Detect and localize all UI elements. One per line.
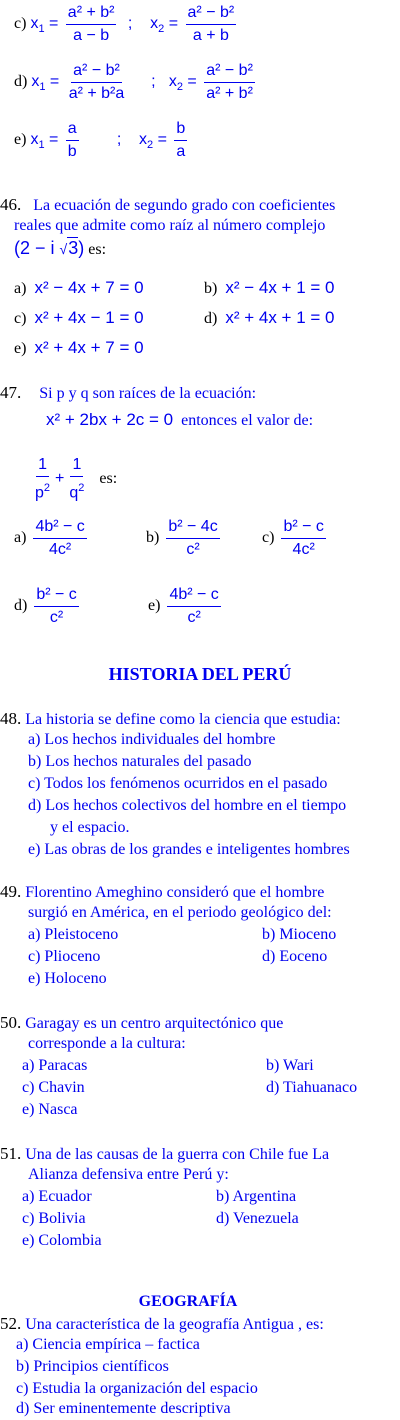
q46-option-e bbox=[14, 338, 144, 358]
q50-option-e: e) Nasca bbox=[22, 1101, 78, 1118]
q49-option-b: b) Mioceno bbox=[262, 926, 337, 943]
q46-option-c bbox=[14, 308, 144, 328]
q48-option-c: c) Todos los fenómenos ocurridos en el pasado bbox=[28, 775, 328, 792]
question-number: 51. bbox=[0, 1144, 22, 1163]
q45-option-c bbox=[14, 4, 239, 45]
question-number: 46. bbox=[0, 195, 22, 214]
q51-option-c: c) Bolivia bbox=[22, 1210, 86, 1227]
option-label: c) bbox=[14, 310, 27, 327]
q47-option-b bbox=[146, 518, 223, 559]
x1-fraction bbox=[67, 62, 127, 103]
x2-denominator: a² + b² bbox=[206, 85, 253, 102]
option-equation: x² + 4x + 7 = 0 bbox=[34, 338, 144, 357]
denominator: $p^2$ bbox=[35, 482, 51, 502]
q49-option-d: d) Eoceno bbox=[262, 948, 328, 965]
question-text: Una característica de la geografía Antigua , es: bbox=[25, 1316, 324, 1333]
question-number: 52. bbox=[0, 1314, 22, 1333]
option-fraction bbox=[33, 518, 86, 559]
q49-option-c: c) Plioceno bbox=[28, 948, 101, 965]
x2-fraction bbox=[186, 4, 237, 45]
x2-fraction bbox=[204, 62, 255, 103]
option-label: b) bbox=[204, 280, 218, 297]
q50-option-c: c) Chavin bbox=[22, 1079, 85, 1096]
separator: ; $x_2$ = bbox=[133, 73, 202, 94]
denominator: c² bbox=[187, 609, 201, 626]
q49-option-e: e) Holoceno bbox=[28, 970, 107, 987]
q52-option-c: c) Estudia la organización del espacio bbox=[16, 1380, 258, 1397]
q47-equation-line bbox=[46, 410, 313, 430]
option-fraction bbox=[167, 586, 220, 627]
complex-number: (2 − i √3) bbox=[14, 238, 85, 258]
option-fraction bbox=[166, 518, 219, 559]
question-number: 48. bbox=[0, 709, 22, 728]
section-heading-geografia: GEOGRAFÍA bbox=[138, 1293, 238, 1310]
option-label: c) bbox=[262, 529, 275, 547]
x1-denominator: a − b bbox=[73, 27, 110, 44]
option-label: e) bbox=[14, 340, 27, 357]
x1-fraction bbox=[66, 4, 117, 45]
x1-fraction bbox=[66, 120, 79, 161]
option-equation: x² + 4x + 1 = 0 bbox=[225, 308, 335, 327]
numerator: b² − 4c bbox=[166, 518, 219, 539]
option-fraction bbox=[281, 518, 325, 559]
q48-option-e: e) Las obras de los grandes e inteligentes hombres bbox=[28, 841, 350, 858]
option-fraction bbox=[34, 586, 78, 627]
q52-stem bbox=[0, 1314, 324, 1334]
option-equation: x² − 4x + 1 = 0 bbox=[225, 278, 335, 297]
q51-option-e: e) Colombia bbox=[22, 1232, 102, 1249]
x2-numerator: a² − b² bbox=[204, 62, 255, 83]
q47-option-c bbox=[262, 518, 329, 559]
q48-stem bbox=[0, 709, 341, 729]
q50-option-a: a) Paracas bbox=[22, 1057, 88, 1074]
denominator: $q^2$ bbox=[69, 482, 85, 502]
q50-line1 bbox=[0, 1013, 283, 1033]
question-text: La ecuación de segundo grado con coeficientes bbox=[33, 197, 336, 214]
q49-line2: surgió en América, en el periodo geológico del: bbox=[28, 904, 332, 921]
x1-numerator: a bbox=[66, 120, 79, 141]
q48-option-a: a) Los hechos individuales del hombre bbox=[28, 731, 276, 748]
numerator: 4b² − c bbox=[33, 518, 86, 539]
q46-complex-root bbox=[14, 238, 106, 259]
option-label: c) bbox=[14, 15, 27, 33]
option-label: a) bbox=[14, 529, 27, 547]
x2-numerator: b bbox=[174, 120, 187, 141]
x1-denominator: b bbox=[67, 143, 77, 160]
option-equation: x² − 4x + 7 = 0 bbox=[34, 278, 144, 297]
question-text: Si p y q son raíces de la ecuación: bbox=[39, 385, 257, 402]
q48-option-d-continued: y el espacio. bbox=[50, 819, 130, 836]
x1-label: $x_1$ = bbox=[30, 131, 63, 152]
question-text: Florentino Ameghino consideró que el hombre bbox=[25, 884, 325, 901]
es-label: es: bbox=[99, 469, 118, 487]
q51-line1 bbox=[0, 1144, 329, 1164]
q48-option-b: b) Los hechos naturales del pasado bbox=[28, 753, 252, 770]
x2-denominator: a + b bbox=[192, 27, 229, 44]
x1-numerator: a² + b² bbox=[66, 4, 117, 25]
q50-option-b: b) Wari bbox=[266, 1057, 314, 1074]
q46-line1 bbox=[0, 195, 335, 215]
x1-numerator: a² − b² bbox=[71, 62, 122, 83]
q47-option-a bbox=[14, 518, 90, 559]
denominator: c² bbox=[49, 609, 64, 626]
q47-option-e bbox=[148, 586, 224, 627]
q46-line2: reales que admite como raíz al número complejo bbox=[14, 217, 326, 234]
equation: x² + 2bx + 2c = 0 bbox=[46, 410, 174, 429]
option-label: d) bbox=[204, 310, 218, 327]
separator: ; $x_2$ = bbox=[85, 131, 172, 152]
numerator: b² − c bbox=[281, 518, 325, 539]
q52-option-b: b) Principios científicos bbox=[16, 1358, 169, 1375]
q52-option-a: a) Ciencia empírica – factica bbox=[16, 1336, 200, 1353]
q46-option-b bbox=[204, 278, 334, 298]
question-number: 47. bbox=[0, 383, 22, 402]
x1-label: $x_1$ = bbox=[31, 73, 64, 94]
fraction-1-over-q2 bbox=[67, 456, 86, 502]
q47-line1 bbox=[0, 383, 256, 403]
denominator: 4c² bbox=[292, 541, 315, 558]
numerator: 4b² − c bbox=[167, 586, 220, 607]
x2-denominator: a bbox=[176, 143, 186, 160]
option-label: d) bbox=[14, 597, 28, 615]
option-label: e) bbox=[14, 131, 27, 149]
q45-option-e bbox=[14, 120, 190, 161]
q51-option-a: a) Ecuador bbox=[22, 1188, 92, 1205]
q51-line2: Alianza defensiva entre Perú y: bbox=[28, 1166, 229, 1183]
question-text: entonces el valor de: bbox=[181, 412, 314, 429]
q46-option-a bbox=[14, 278, 144, 298]
question-text: Una de las causas de la guerra con Chile fue La bbox=[25, 1146, 330, 1163]
q51-option-b: b) Argentina bbox=[216, 1188, 297, 1205]
q52-option-d: d) Ser eminentemente descriptiva bbox=[16, 1400, 231, 1417]
option-equation: x² + 4x − 1 = 0 bbox=[34, 308, 144, 327]
q47-option-d bbox=[14, 586, 82, 627]
option-label: e) bbox=[148, 597, 161, 615]
q50-option-d: d) Tiahuanaco bbox=[266, 1079, 358, 1096]
option-label: b) bbox=[146, 529, 160, 547]
denominator: c² bbox=[186, 541, 200, 558]
q47-expression bbox=[30, 456, 117, 502]
fraction-1-over-p2 bbox=[33, 456, 52, 502]
option-label: d) bbox=[14, 73, 28, 91]
q49-line1 bbox=[0, 882, 324, 902]
question-number: 50. bbox=[0, 1013, 22, 1032]
x1-label: $x_1$ = bbox=[30, 15, 63, 36]
numerator: 1 bbox=[70, 456, 83, 477]
numerator: 1 bbox=[36, 456, 49, 477]
numerator: b² − c bbox=[34, 586, 78, 607]
plus-sign: + bbox=[55, 469, 65, 487]
section-heading-historia: HISTORIA DEL PERÚ bbox=[108, 664, 292, 684]
option-label: a) bbox=[14, 280, 27, 297]
q51-option-d: d) Venezuela bbox=[216, 1210, 299, 1227]
separator: ; $x_2$ = bbox=[123, 15, 183, 36]
q45-option-d bbox=[14, 62, 258, 103]
x2-numerator: a² − b² bbox=[186, 4, 237, 25]
denominator: 4c² bbox=[49, 541, 72, 558]
x1-denominator: a² + b²a bbox=[68, 85, 125, 102]
es-label: es: bbox=[88, 241, 107, 258]
q48-option-d: d) Los hechos colectivos del hombre en el tiempo bbox=[28, 797, 347, 814]
question-text: Garagay es un centro arquitectónico que bbox=[25, 1015, 284, 1032]
q50-line2: corresponde a la cultura: bbox=[28, 1035, 186, 1052]
question-text: La historia se define como la ciencia que estudia: bbox=[25, 711, 341, 728]
q49-option-a: a) Pleistoceno bbox=[28, 926, 119, 943]
x2-fraction bbox=[174, 120, 187, 161]
q46-option-d bbox=[204, 308, 334, 328]
question-number: 49. bbox=[0, 882, 22, 901]
